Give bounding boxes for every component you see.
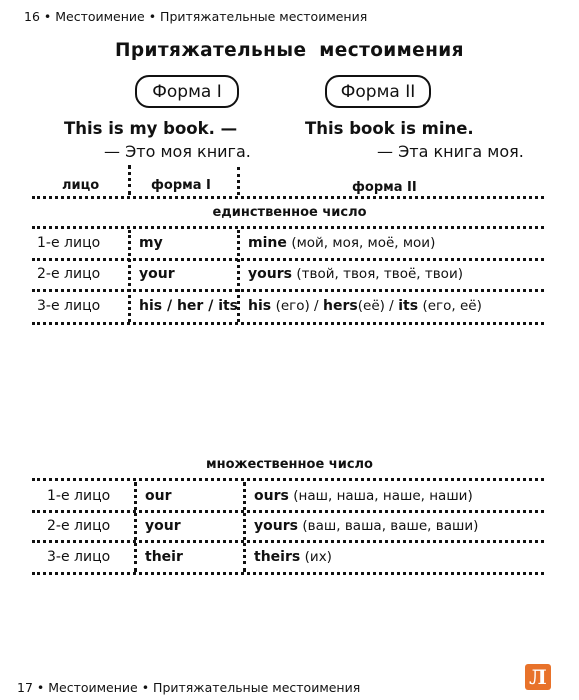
form2-word: his [248,298,272,314]
form2-cell [248,266,463,282]
example-en-form2: This book is mine. [305,119,474,138]
column-divider [237,230,240,322]
form-one-label: Форма I [135,75,239,108]
form2-cell [254,488,473,504]
row-divider [32,258,544,261]
form2-translation: (твой, твоя, твоё, твои) [296,266,463,282]
form-two-label: Форма II [325,75,431,108]
example-ru-form1: — Это моя книга. [104,142,251,161]
form2-word: theirs [254,549,301,565]
person-cell: 2-е лицо [37,266,101,282]
person-cell: 1-е лицо [37,235,101,251]
section-label-singular: единственное число [212,205,367,220]
form2-word: its [398,298,419,314]
row-divider [32,540,544,543]
form1-cell: their [145,549,183,565]
form2-translation: (её) / [357,298,394,314]
form2-word: mine [248,235,287,251]
form2-translation: (их) [304,549,332,565]
publisher-logo-icon: Л [525,664,551,690]
header-form1: форма I [151,178,211,193]
form1-cell: your [145,518,181,534]
column-divider [128,230,131,322]
person-cell: 3-е лицо [37,298,101,314]
form2-translation: (мой, моя, моё, мои) [291,235,436,251]
form2-cell [248,298,482,314]
header-form2: форма II [352,180,417,195]
row-divider [32,289,544,292]
form2-cell [248,235,435,251]
section-label-plural: множественное число [205,457,373,472]
row-divider [32,510,544,513]
form2-cell [254,549,332,565]
example-en-form1: This is my book. — [64,119,238,138]
form2-translation: (ваш, ваша, ваше, ваши) [302,518,479,534]
form1-cell: his / her / its [139,298,239,314]
form2-translation: (его, её) [422,298,482,314]
form1-cell: your [139,266,175,282]
row-divider [32,322,544,325]
form2-word: ours [254,488,289,504]
example-ru-form2: — Эта книга моя. [377,142,524,161]
row-divider [32,196,544,199]
form1-cell: my [139,235,163,251]
row-divider [32,478,544,481]
person-cell: 3-е лицо [47,549,111,565]
form2-word: yours [248,266,292,282]
person-cell: 2-е лицо [47,518,111,534]
form1-cell: our [145,488,172,504]
row-divider [32,226,544,229]
form2-translation: (его) / [275,298,319,314]
column-divider [134,482,137,572]
page-title: Притяжательные местоимения [115,40,464,61]
form2-word: hers [323,298,358,314]
row-divider [32,572,544,575]
column-divider [237,167,240,195]
running-header: 16 • Местоимение • Притяжательные местоимения [24,9,368,24]
person-cell: 1-е лицо [47,488,111,504]
column-divider [128,165,131,195]
form2-word: yours [254,518,298,534]
form2-cell [254,518,478,534]
column-divider [243,482,246,572]
running-footer: 17 • Местоимение • Притяжательные местоимения [17,680,361,695]
form2-translation: (наш, наша, наше, наши) [293,488,473,504]
header-person: лицо [62,178,100,193]
